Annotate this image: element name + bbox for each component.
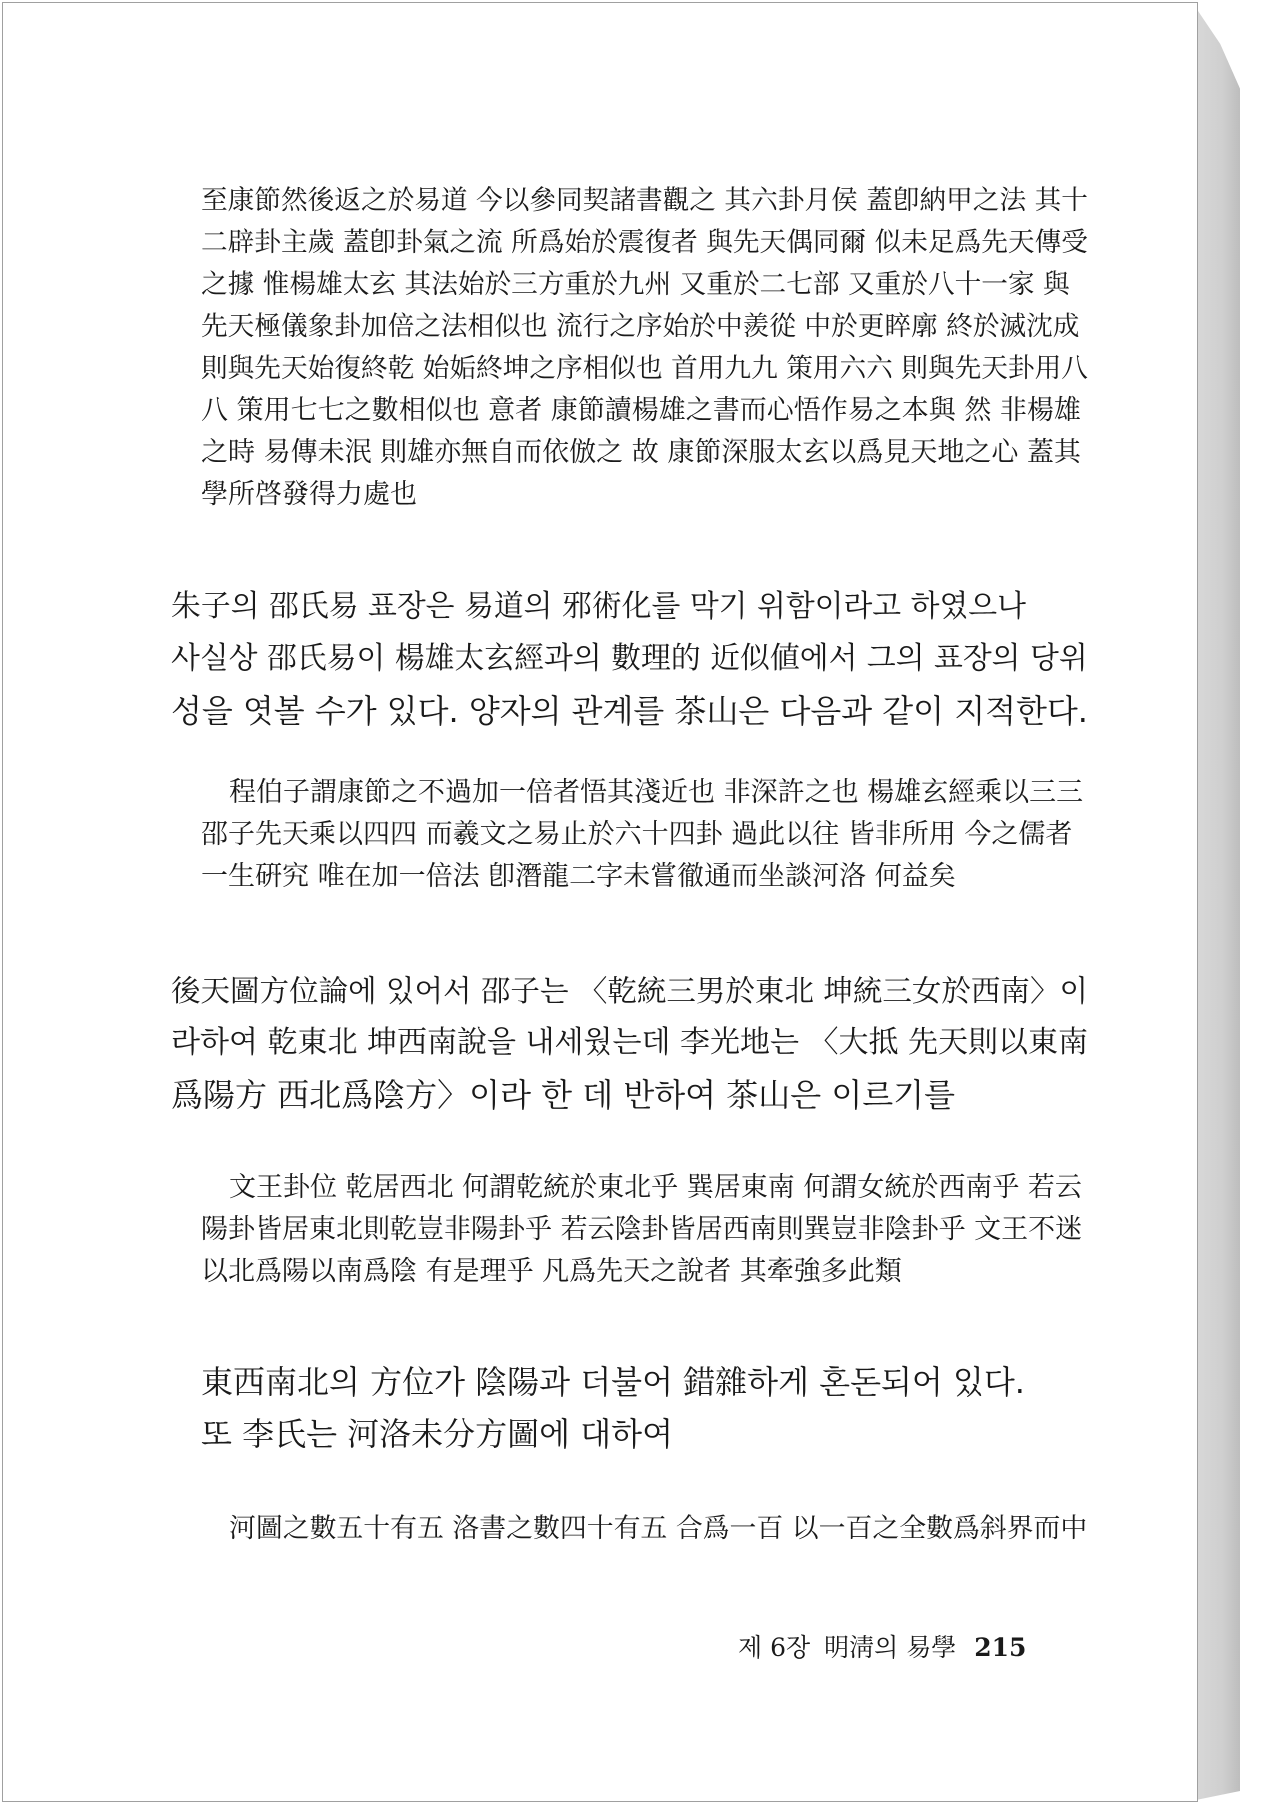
- quote-line: 文王卦位 乾居西北 何謂乾統於東北乎 巽居東南 何謂女統於西南乎 若云: [229, 1172, 1082, 1203]
- quote-block-4: [229, 1508, 1087, 1550]
- prose-block-1: [171, 581, 1088, 737]
- prose-block-2: [171, 965, 1088, 1121]
- prose-block-3: [201, 1356, 1025, 1460]
- quote-line: 先天極儀象卦加倍之法相似也 流行之序始於中羨從 中於更睟廓 終於滅沈成: [201, 311, 1080, 342]
- quote-line: 八 策用七七之數相似也 意者 康節讀楊雄之書而心悟作易之本與 然 非楊雄: [201, 395, 1081, 426]
- prose-line: 성을 엿볼 수가 있다. 양자의 관계를 茶山은 다음과 같이 지적한다.: [171, 692, 1088, 730]
- prose-line: 또 李氏는 河洛未分方圖에 대하여: [201, 1415, 673, 1453]
- quote-line: 以北爲陽以南爲陰 有是理乎 凡爲先天之說者 其牽強多此類: [201, 1256, 902, 1287]
- quote-block-3: [201, 1167, 1083, 1293]
- chapter-label: 제 6장: [738, 1633, 811, 1662]
- quote-line: 陽卦皆居東北則乾豈非陽卦乎 若云陰卦皆居西南則巽豈非陰卦乎 文王不迷: [201, 1214, 1083, 1245]
- prose-line: 라하여 乾東北 坤西南說을 내세웠는데 李光地는 〈大抵 先天則以東南: [171, 1025, 1089, 1060]
- quote-line: 則與先天始復終乾 始姤終坤之序相似也 首用九九 策用六六 則與先天卦用八: [201, 353, 1088, 384]
- page-footer: [738, 1628, 1026, 1664]
- quote-line: 一生硏究 唯在加一倍法 卽潛龍二字未嘗徹通而坐談河洛 何益矣: [201, 861, 956, 892]
- page-edge-shadow: [1196, 8, 1240, 1800]
- page-number: 215: [974, 1633, 1027, 1662]
- quote-line: 之時 易傳未泯 則雄亦無自而依倣之 故 康節深服太玄以爲見天地之心 蓋其: [201, 437, 1081, 468]
- prose-line: 爲陽方 西北爲陰方〉이라 한 데 반하여 茶山은 이르기를: [171, 1076, 955, 1114]
- quote-line: 學所啓發得力處也: [201, 479, 417, 510]
- quote-line: 河圖之數五十有五 洛書之數四十有五 合爲一百 以一百之全數爲斜界而中: [229, 1513, 1088, 1544]
- prose-line: 사실상 邵氏易이 楊雄太玄經과의 數理的 近似値에서 그의 표장의 당위: [171, 641, 1088, 676]
- quote-line: 程伯子謂康節之不過加一倍者悟其淺近也 非深許之也 楊雄玄經乘以三三: [229, 777, 1084, 808]
- quote-line: 之據 惟楊雄太玄 其法始於三方重於九州 又重於二七部 又重於八十一家 與: [201, 269, 1070, 300]
- quote-line: 邵子先天乘以四四 而羲文之易止於六十四卦 過此以往 皆非所用 今之儒者: [201, 819, 1073, 850]
- quote-line: 至康節然後返之於易道 今以參同契諸書觀之 其六卦月侯 蓋卽納甲之法 其十: [201, 185, 1088, 216]
- prose-line: 東西南北의 方位가 陰陽과 더불어 錯雜하게 혼돈되어 있다.: [201, 1363, 1025, 1401]
- book-page: [2, 2, 1198, 1802]
- prose-line: 朱子의 邵氏易 표장은 易道의 邪術化를 막기 위함이라고 하였으나: [171, 589, 1026, 624]
- quote-block-1: [201, 180, 1088, 516]
- quote-block-2: [201, 772, 1084, 898]
- running-title: 明淸의 易學: [824, 1633, 957, 1662]
- quote-line: 二辟卦主歲 蓋卽卦氣之流 所爲始於震復者 與先天偶同爾 似未足爲先天傳受: [201, 227, 1088, 258]
- prose-line: 後天圖方位論에 있어서 邵子는 〈乾統三男於東北 坤統三女於西南〉이: [171, 974, 1088, 1008]
